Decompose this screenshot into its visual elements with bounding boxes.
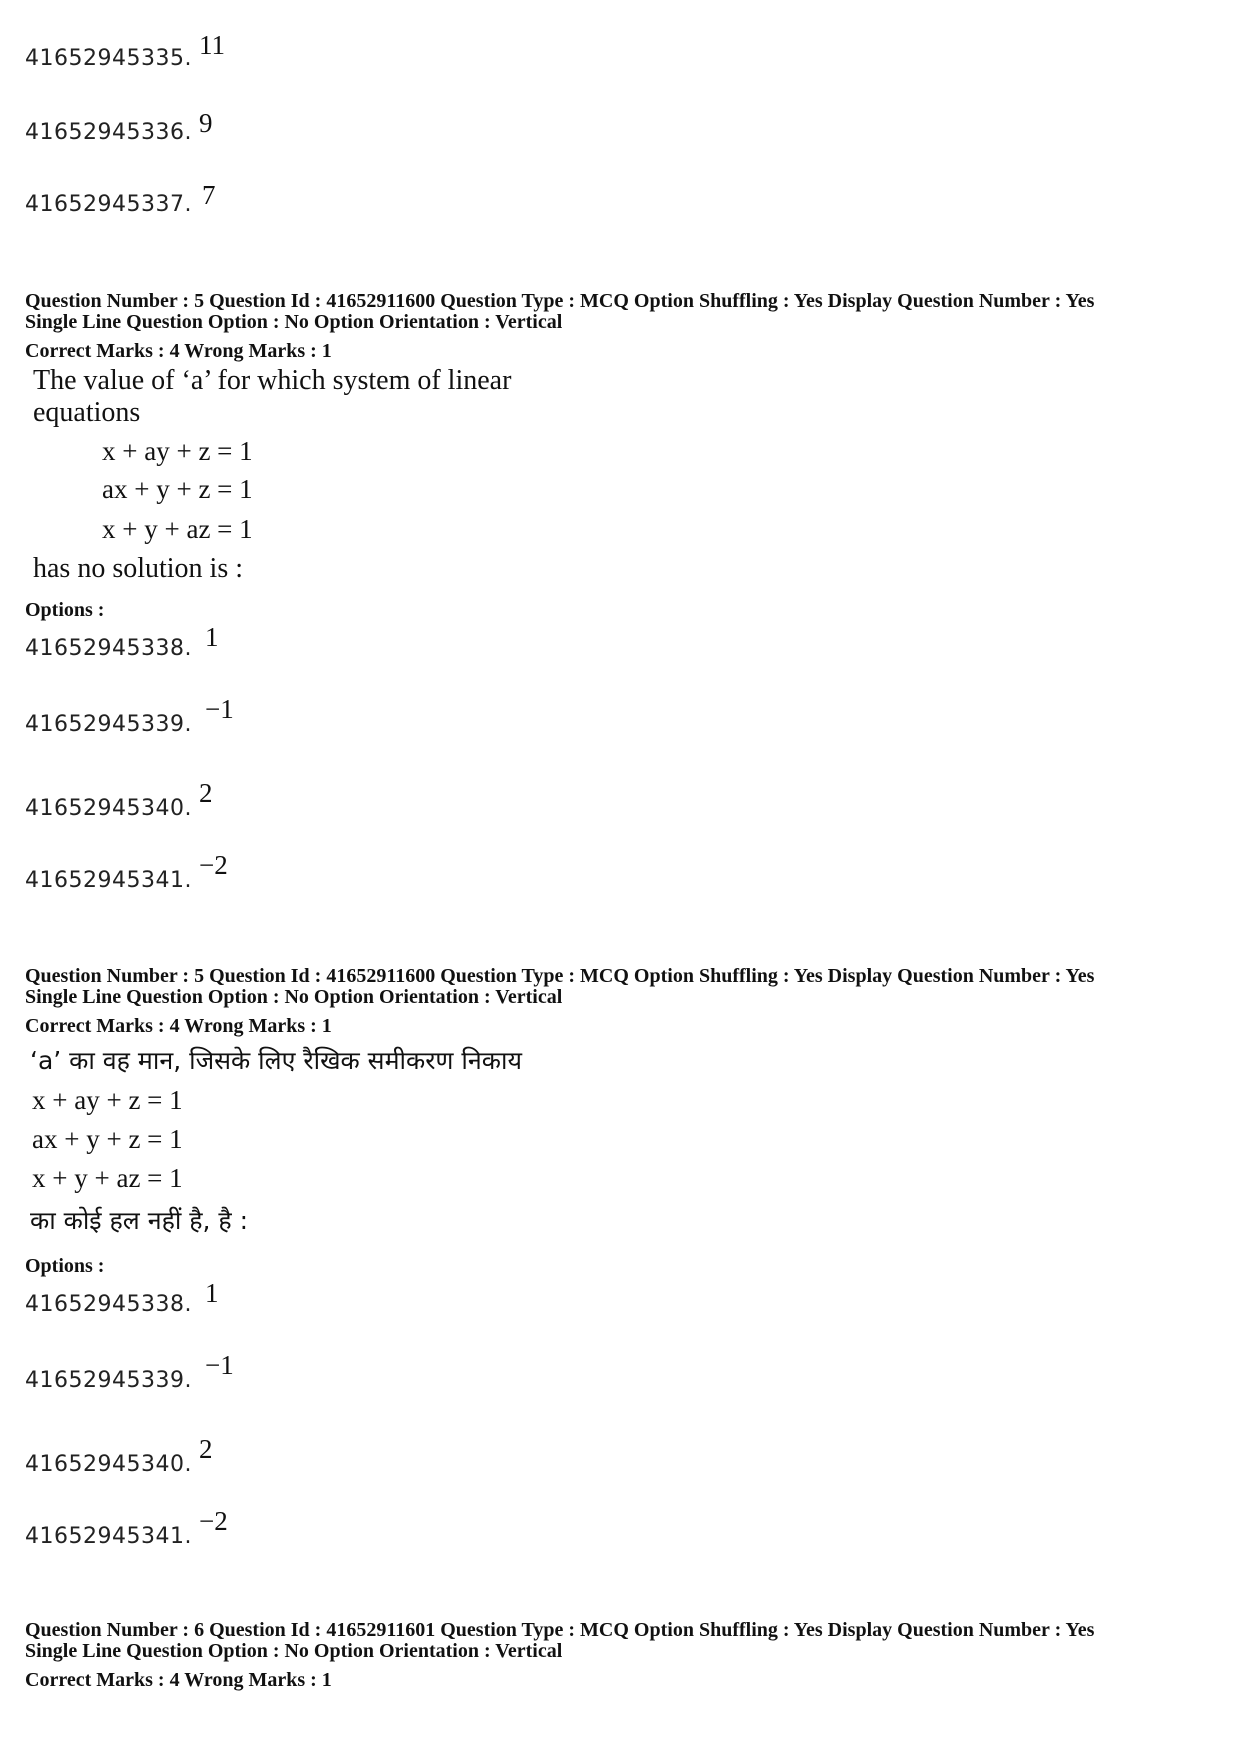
question-meta: Question Number : 5 Question Id : 41652911600 Question Type : MCQ Option Shuffling : Yes Display Question Number : Yes (25, 290, 1095, 312)
option-id: 41652945340. (25, 1452, 192, 1477)
option-id: 41652945338. (25, 636, 192, 661)
question-text: has no solution is : (33, 553, 244, 584)
equation: ax + y + z = 1 (32, 1124, 183, 1154)
equation: x + y + az = 1 (102, 514, 253, 544)
question-meta-line2: Single Line Question Option : No Option Orientation : Vertical (25, 986, 563, 1008)
equation: x + y + az = 1 (32, 1163, 183, 1193)
question-text-hindi: का कोई हल नहीं है, है : (30, 1206, 249, 1235)
question-text: equations (33, 397, 141, 428)
marks-info: Correct Marks : 4 Wrong Marks : 1 (25, 340, 332, 362)
question-text-hindi: ‘a’ का वह मान, जिसके लिए रैखिक समीकरण निकाय (30, 1046, 522, 1075)
question-meta-line2: Single Line Question Option : No Option Orientation : Vertical (25, 311, 563, 333)
option-id: 41652945336. (25, 120, 192, 145)
option-id: 41652945341. (25, 868, 192, 893)
equation: ax + y + z = 1 (102, 474, 253, 504)
option-value: 9 (199, 108, 213, 138)
question-meta-line2: Single Line Question Option : No Option Orientation : Vertical (25, 1640, 563, 1662)
equation: x + ay + z = 1 (32, 1085, 183, 1115)
option-value: 11 (199, 30, 225, 60)
option-value: −1 (205, 694, 234, 724)
question-meta: Question Number : 6 Question Id : 41652911601 Question Type : MCQ Option Shuffling : Yes Display Question Number : Yes (25, 1619, 1095, 1641)
option-value: −2 (199, 850, 228, 880)
question-meta: Question Number : 5 Question Id : 41652911600 Question Type : MCQ Option Shuffling : Yes Display Question Number : Yes (25, 965, 1095, 987)
option-id: 41652945335. (25, 46, 192, 71)
option-id: 41652945341. (25, 1524, 192, 1549)
marks-info: Correct Marks : 4 Wrong Marks : 1 (25, 1669, 332, 1691)
question-text: The value of ‘a’ for which system of linear (33, 365, 512, 396)
options-label: Options : (25, 1255, 105, 1277)
option-value: 2 (199, 778, 213, 808)
option-id: 41652945337. (25, 192, 192, 217)
equation: x + ay + z = 1 (102, 436, 253, 466)
option-id: 41652945338. (25, 1292, 192, 1317)
options-label: Options : (25, 599, 105, 621)
option-value: 7 (202, 180, 216, 210)
option-value: 1 (205, 622, 219, 652)
option-id: 41652945339. (25, 1368, 192, 1393)
option-value: 1 (205, 1278, 219, 1308)
option-id: 41652945340. (25, 796, 192, 821)
option-value: 2 (199, 1434, 213, 1464)
option-id: 41652945339. (25, 712, 192, 737)
marks-info: Correct Marks : 4 Wrong Marks : 1 (25, 1015, 332, 1037)
option-value: −1 (205, 1350, 234, 1380)
option-value: −2 (199, 1506, 228, 1536)
